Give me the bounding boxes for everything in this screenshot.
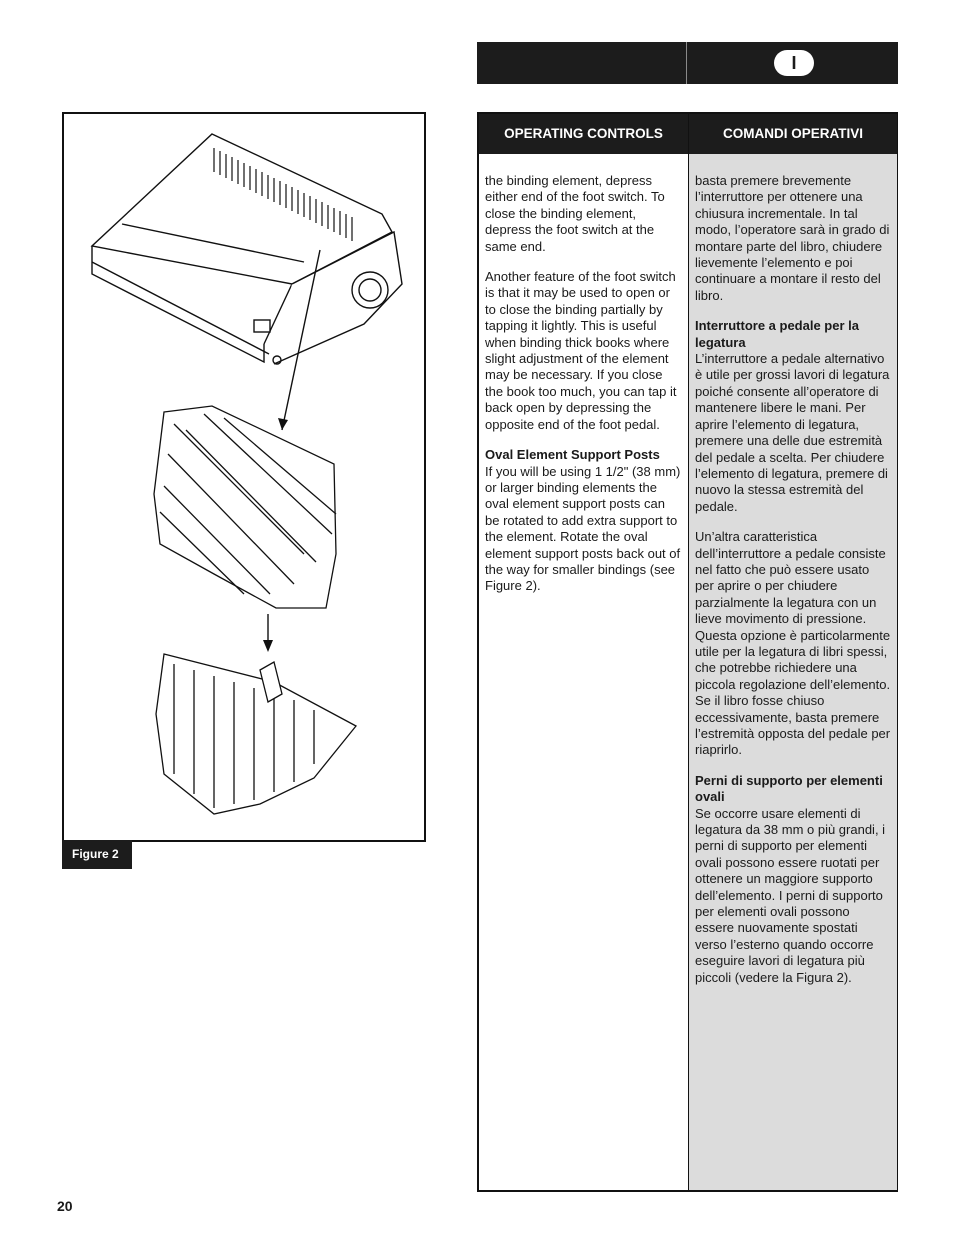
language-header-bar [477,42,898,84]
italian-subheading: Perni di supporto per elementi ovali [695,772,883,805]
page-number: 20 [57,1198,73,1214]
italian-paragraph: Se occorre usare elementi di legatura da 38 mm o più grandi, i perni di supporto per elementi ovali possono essere ruotati per ottenere un maggiore supporto dell’elemento. I perni di supporto per elementi ovali possono essere nuovamente spostati verso l’esterno quando occorre eseguire lavori di legatura più piccoli (vedere la Figura 2). [695,805,886,985]
binding-machine-drawing [64,114,424,840]
header-divider [686,42,687,84]
figure-2-illustration [62,112,426,842]
italian-heading: COMANDI OPERATIVI [689,114,897,154]
english-body [479,154,688,595]
italian-paragraph: basta premere brevemente l’interruttore per ottenere una chiusura incrementale. In tal modo, l’operatore sarà in grado di montare parte del libro, chiudere lievemente l’elemento e poi continuare a montare il resto del libro. [695,173,890,303]
english-paragraph: the binding element, depress either end of the foot switch. To close the binding element, depress the foot switch at the same end. [485,173,665,254]
italian-paragraph: Un’altra caratteristica dell’interruttore a pedale consiste nel fatto che può essere usato per aprire o per chiudere parzialmente la legatura con un lieve movimento di pressione. Questa opzione è particolarmente utile per la legatura di libri spessi, che potrebbe richiedere una piccola regolazione dell’elemento. Se il libro fosse chiuso eccessivamente, basta premere l’estremità opposta del pedale per riaprirlo. [695,529,891,758]
italian-section [695,773,891,986]
english-section [485,447,682,595]
english-heading: OPERATING CONTROLS [479,114,688,154]
figure-caption: Figure 2 [62,840,132,869]
english-paragraph: Another feature of the foot switch is that it may be used to open or to close the binding partially by tapping it lightly. This is useful when binding thick books where slight adjustment of the element may be necessary. If you close the book too much, you can tap it back open by depressing the opposite end of the foot pedal. [485,269,677,432]
language-badge: I [774,50,814,76]
italian-section [695,318,891,515]
italian-body [689,154,897,986]
english-paragraph: If you will be using 1 1/2" (38 mm) or larger binding elements the oval element support posts can be rotated to add extra support to the element. Rotate the oval element support posts back out of the way for smaller bindings (see Figure 2). [485,463,681,594]
instructions-table [477,112,898,1192]
italian-column [688,114,897,1190]
italian-paragraph: L’interruttore a pedale alternativo è utile per grossi lavori di legatura poiché consente all’operatore di mantenere libere le mani. Per aprire l’elemento di legatura, premere una delle due estremità del pedale a scelta. Per chiudere l’elemento di legatura, premere di nuovo la stessa estremità del pedale. [695,351,890,514]
english-column [479,114,688,1190]
english-subheading: Oval Element Support Posts [485,447,660,463]
italian-subheading: Interruttore a pedale per la legatura [695,318,859,350]
